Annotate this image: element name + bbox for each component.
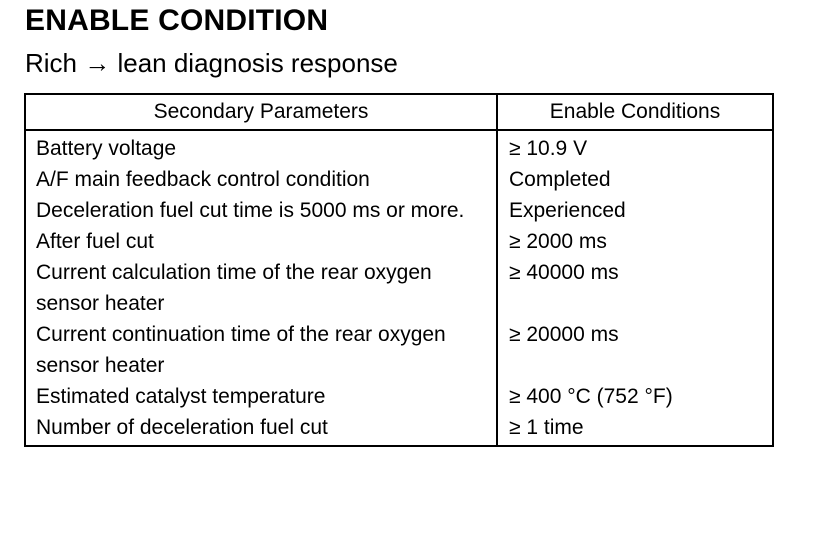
parameter-cell: Battery voltage [25, 130, 497, 164]
table-row [25, 226, 773, 257]
parameter-cell: Estimated catalyst temperature [25, 381, 497, 412]
table-row [25, 130, 773, 164]
parameter-cell: Number of deceleration fuel cut [25, 412, 497, 446]
section-subtitle: Rich → lean diagnosis response [25, 48, 398, 78]
parameter-cell: Current calculation time of the rear oxygen sensor heater [25, 257, 497, 319]
condition-cell: Experienced [509, 199, 626, 222]
table-row [25, 319, 773, 381]
condition-cell: ≥ 1 time [509, 416, 584, 439]
section-title: ENABLE CONDITION [25, 4, 329, 37]
condition-cell: ≥ 2000 ms [509, 230, 607, 253]
table-row [25, 412, 773, 446]
header-enable-conditions: Enable Conditions [497, 94, 773, 130]
table-row [25, 195, 773, 226]
condition-cell: ≥ 40000 ms [509, 261, 619, 284]
table-row [25, 257, 773, 319]
condition-cell: Completed [509, 168, 611, 191]
table-row [25, 381, 773, 412]
enable-condition-table [24, 93, 774, 447]
parameter-cell: A/F main feedback control condition [25, 164, 497, 195]
header-secondary-parameters: Secondary Parameters [25, 94, 497, 130]
parameter-cell: After fuel cut [25, 226, 497, 257]
condition-cell: ≥ 400 °C (752 °F) [509, 385, 673, 408]
table-header-row [25, 94, 773, 130]
parameter-cell: Current continuation time of the rear oxygen sensor heater [25, 319, 497, 381]
table-row [25, 164, 773, 195]
condition-cell: ≥ 20000 ms [509, 323, 619, 346]
parameter-cell: Deceleration fuel cut time is 5000 ms or more. [25, 195, 497, 226]
condition-cell: ≥ 10.9 V [509, 137, 588, 160]
